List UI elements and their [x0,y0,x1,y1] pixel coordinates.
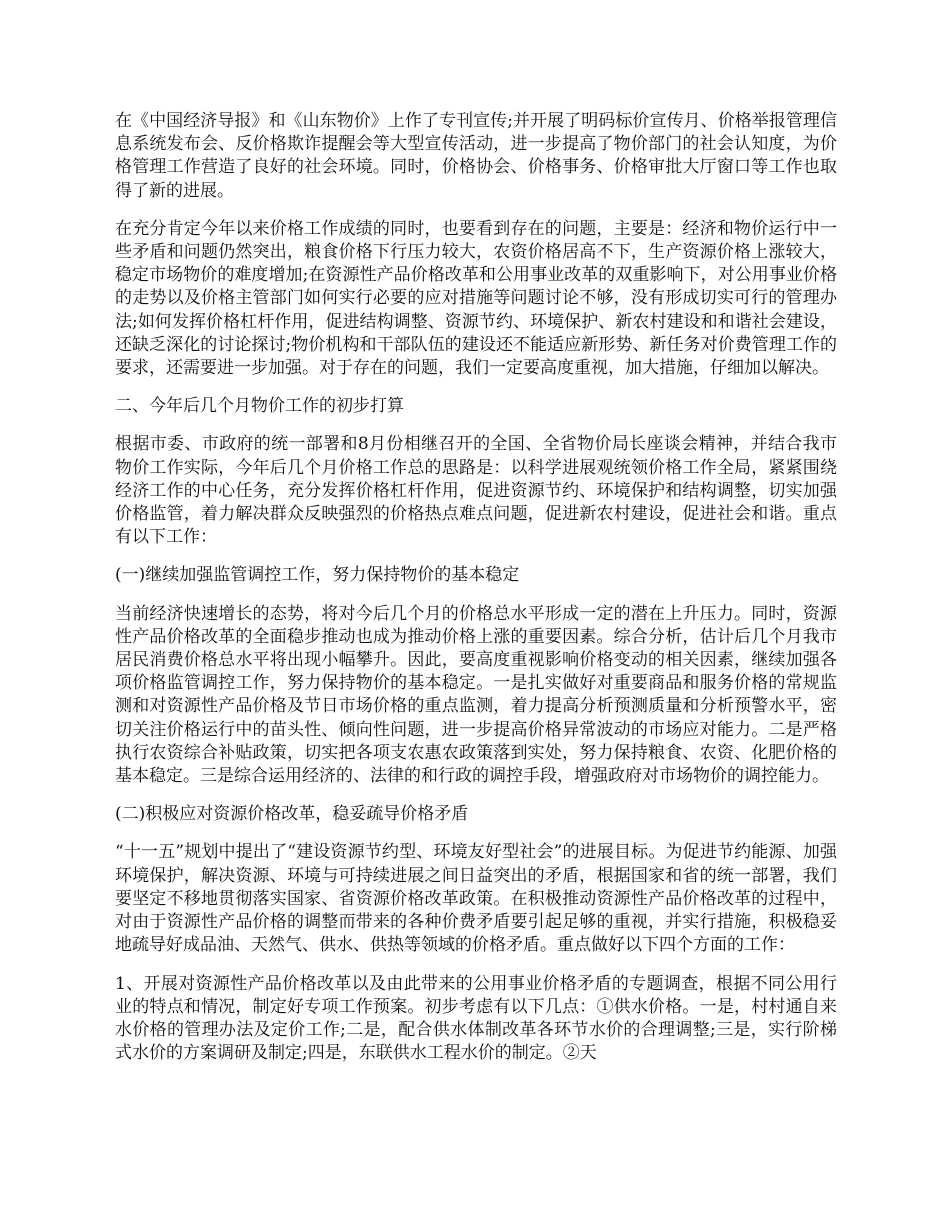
document-page [115,110,837,1080]
paragraph-problems: 在充分肯定今年以来价格工作成绩的同时，也要看到存在的问题，主要是：经济和物价运行中一些矛盾和问题仍然突出，粮食价格下行压力较大，农资价格居高不下，生产资源价格上涨较大，稳定市场物价的难度增加;在资源性产品价格改革和公用事业改革的双重影响下，对公用事业价格的走势以及价格主管部门如何实行必要的应对措施等问题讨论不够，没有形成切实可行的管理办法;如何发挥价格杠杆作用，促进结构调整、资源节约、环境保护、新农村建设和和谐社会建设，还缺乏深化的讨论探讨;物价机构和干部队伍的建设还不能适应新形势、新任务对价费管理工作的要求，还需要进一步加强。对于存在的问题，我们一定要高度重视，加大措施，仔细加以解决。 [115,218,837,379]
subheading-resource-reform: (二)积极应对资源价格改革，稳妥疏导价格矛盾 [115,804,469,825]
paragraph-item-1: 1、开展对资源性产品价格改革以及由此带来的公用事业价格矛盾的专题调查，根据不同公用行业的特点和情况，制定好专项工作预案。初步考虑有以下几点：①供水价格。一是，村村通自来水价格的管理办法及定价工作;二是，配合供水体制改革各环节水价的合理调整;三是，实行阶梯式水价的方案调研及制定;四是，东联供水工程水价的制定。②天 [115,973,837,1064]
paragraph-publicity: 在《中国经济导报》和《山东物价》上作了专刊宣传;并开展了明码标价宣传月、价格举报管理信息系统发布会、反价格欺诈提醒会等大型宣传活动，进一步提高了物价部门的社会认知度，为价格管理工作营造了良好的社会环境。同时，价格协会、价格事务、价格审批大厅窗口等工作也取得了新的进展。 [115,111,837,201]
paragraph-regulation: 当前经济快速增长的态势，将对今后几个月的价格总水平形成一定的潜在上升压力。同时，资源性产品价格改革的全面稳步推动也成为推动价格上涨的重要因素。综合分析，估计后几个月我市居民消费价格总水平将出现小幅攀升。因此，要高度重视影响价格变动的相关因素，继续加强各项价格监管调控工作，努力保持物价的基本稳定。一是扎实做好对重要商品和服务价格的常规监测和对资源性产品价格及节日市场价格的重点监测，着力提高分析预测质量和分析预警水平，密切关注价格运行中的苗头性、倾向性问题，进一步提高价格异常波动的市场应对能力。二是严格执行农资综合补贴政策，切实把各项支农惠农政策落到实处，努力保持粮食、农资、化肥价格的基本稳定。三是综合运用经济的、法律的和行政的调控手段，增强政府对市场物价的调控能力。 [115,603,837,787]
paragraph-overall-approach: 根据市委、市政府的统一部署和8月份相继召开的全国、全省物价局长座谈会精神，并结合我市物价工作实际，今年后几个月价格工作总的思路是：以科学进展观统领价格工作全局，紧紧围绕经济工作的中心任务，充分发挥价格杠杆作用，促进资源节约、环境保护和结构调整，切实加强价格监管，着力解决群众反映强烈的价格热点难点问题，促进新农村建设，促进社会和谐。重点有以下工作： [115,434,837,548]
paragraph-resource-reform: “十一五”规划中提出了“建设资源节约型、环境友好型社会”的进展目标。为促进节约能源、加强环境保护，解决资源、环境与可持续进展之间日益突出的矛盾，根据国家和省的统一部署，我们要坚定不移地贯彻落实国家、省资源价格改革政策。在积极推动资源性产品价格改革的过程中，对由于资源性产品价格的调整而带来的各种价费矛盾要引起足够的重视，并实行措施，积极稳妥地疏导好成品油、天然气、供水、供热等领域的价格矛盾。重点做好以下四个方面的工作： [115,842,837,956]
section-heading-plan: 二、今年后几个月物价工作的初步打算 [115,396,404,417]
subheading-regulation: (一)继续加强监管调控工作，努力保持物价的基本稳定 [115,565,520,586]
